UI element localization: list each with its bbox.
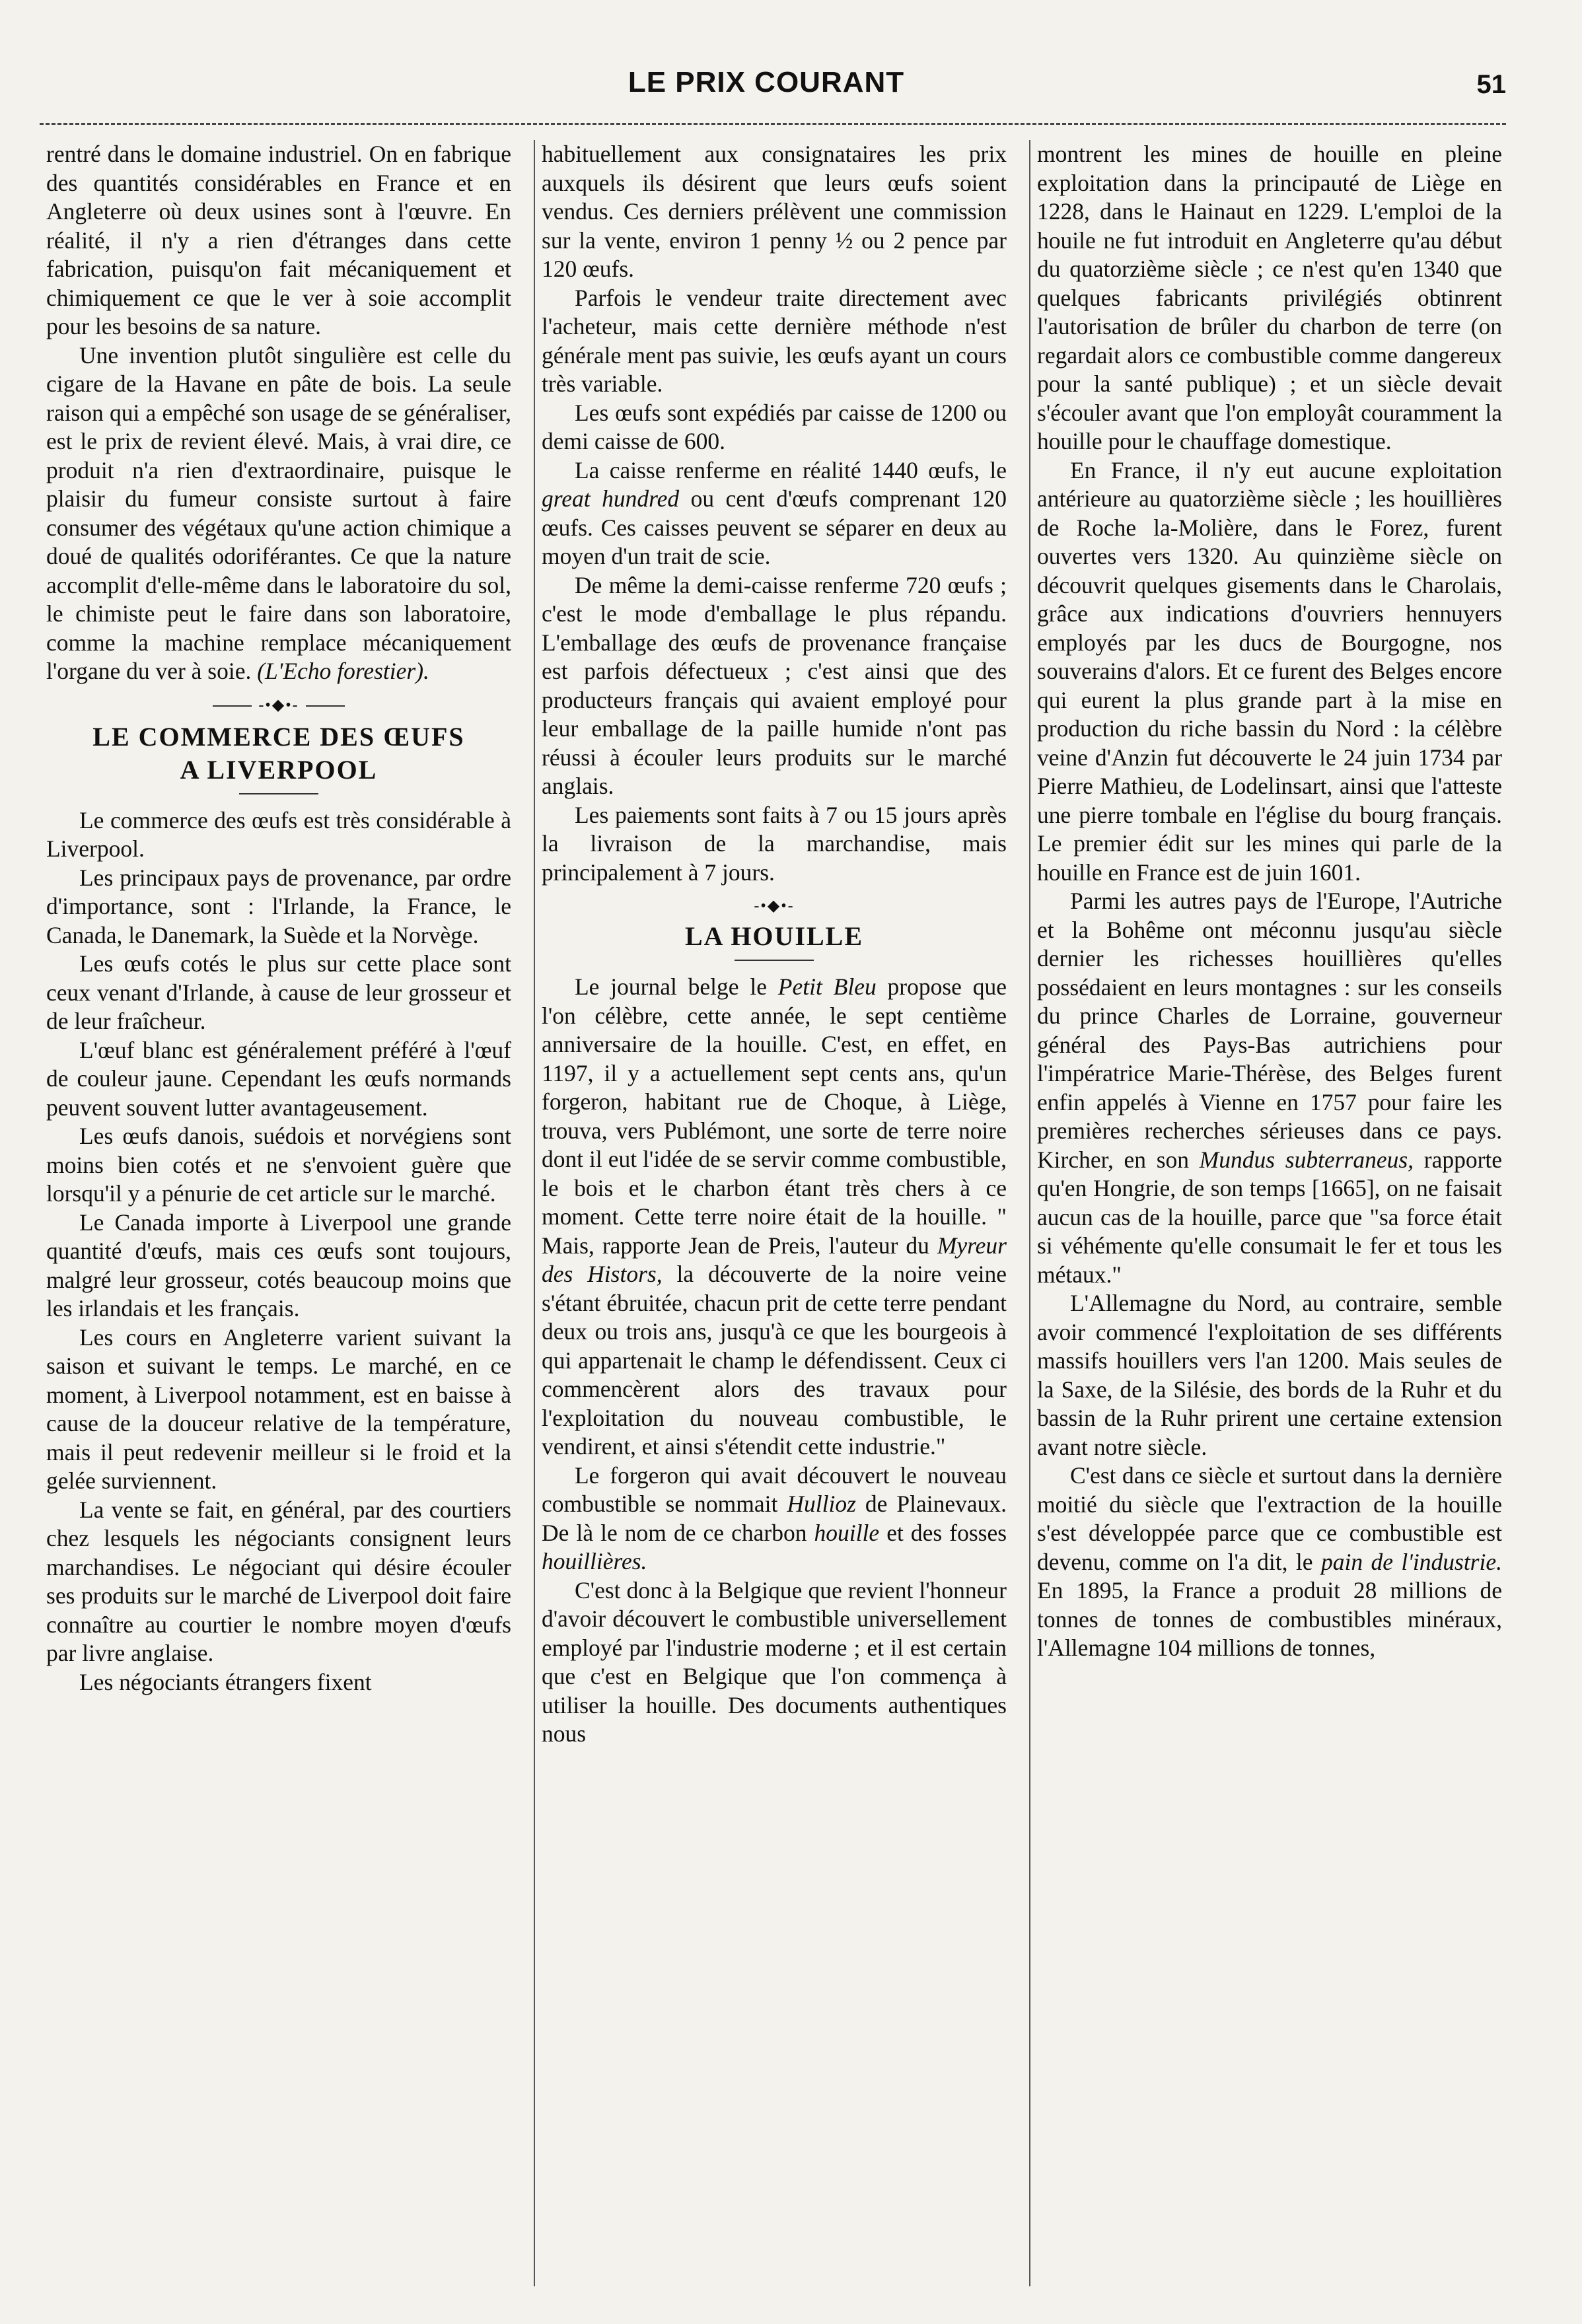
paragraph: Le Canada importe à Liverpool une grande quantité d'œufs, mais ces œufs sont toujours, malgré leur grosseur, cotés beaucoup moins que les irlandais et les français. [46,1209,511,1321]
column-divider-2 [1029,140,1030,2286]
paragraph-text: Une invention plutôt singulière est celle du cigare de la Havane en pâte de bois. La seule raison qui a empêché son usage de se généraliser, est le prix de revient élevé. Mais, à vrai dire, ce produit n'a rien d'extraordinaire, puisque le plaisir du fumeur consiste surtout à faire consumer des végétaux qu'une action chimique a doué de qualités odoriférantes. Ce que la nature accomplit d'elle-même dans le laboratoire du sol, le chimiste peut le faire dans son laboratoire, comme la machine remplace mécaniquement l'organe du ver à soie. [46,341,511,684]
paragraph: Les cours en Angleterre varient suivant la saison et suivant le temps. Le marché, en ce moment, à Liverpool notamment, est en baisse à cause de la douceur relative de la température, mais il peut redevenir meilleur si le froid et la gelée surviennent. [46,1323,511,1494]
italic-term: Myreur des Histors, [542,1232,1007,1287]
paragraph-text: Le journal belge le [575,973,767,1000]
paragraph [542,973,1007,1461]
paragraph: Les principaux pays de provenance, par ordre d'importance, sont : l'Irlande, la France, le Canada, le Danemark, la Suède et la Norvège. [46,864,511,948]
column-2 [542,140,1007,2293]
column-divider-1 [534,140,535,2286]
section-title [46,721,511,787]
section-title: LA HOUILLE [684,921,864,951]
journal-title: LE PRIX COURANT [628,66,905,98]
paragraph-text: En 1895, la France a produit 28 millions de tonnes de tonnes de combustibles minéraux, l'Allemagne 104 millions de tonnes, [1037,1577,1502,1661]
paragraph [1037,1461,1502,1663]
paragraph-text: rapporte qu'en Hongrie, de son temps [1665], on ne faisait aucun cas de la houille, parce que "sa force était si véhémente qu'elle consumait le fer et tous les métaux." [1037,1146,1502,1288]
paragraph: Les œufs cotés le plus sur cette place sont ceux venant d'Irlande, à cause de leur grosseur et de leur fraîcheur. [46,950,511,1034]
paragraph: Le commerce des œufs est très considérable à Liverpool. [46,806,511,862]
header-rule [40,123,1506,125]
section-title-line-1: LE COMMERCE DES ŒUFS [92,721,465,752]
column-1 [46,140,511,2293]
paragraph: Les paiements sont faits à 7 ou 15 jours après la livraison de la marchandise, mais principalement à 7 jours. [542,801,1007,886]
section-separator [46,695,511,717]
paragraph [1037,887,1502,1289]
italic-term: great hundred [542,485,680,512]
paragraph-text: ou cent d'œufs comprenant 120 œufs. Ces caisses peuvent se séparer en deux au moyen d'un trait de scie. [542,485,1007,569]
paragraph-text: de Plainevaux. De là le nom de ce charbon [542,1491,1007,1546]
paragraph-text: La caisse renferme en réalité 1440 œufs, le [575,456,1007,483]
paragraph-text: propose que l'on célèbre, cette année, le sept centième anniversaire de la houille. C'est, en effet, en 1197, il y a actuellement sept cents ans, qu'un forgeron, habitant rue de Choque, à Liège, trouva, vers Publémont, une sorte de terre noire dont il eut l'idée de se servir comme combustible, le bois et le charbon étant très chers à ce moment. Cette terre noire était de la houille. " Mais, rapporte Jean de Preis, l'auteur du [542,973,1007,1259]
italic-term: Petit Bleu [777,973,877,1000]
paragraph: Les œufs sont expédiés par caisse de 1200 ou demi caisse de 600. [542,399,1007,454]
column-3 [1037,140,1502,2293]
paragraph-text: Parmi les autres pays de l'Europe, l'Autriche et la Bohême ont méconnu jusqu'au siècle dernier les richesses houillières qu'elles possédaient en leurs montagnes : sur les conseils du prince Charles de Lorraine, gouverneur général des Pays-Bas autrichiens pour l'impératrice Marie-Thérèse, des Belges furent enfin appelés à Vienne en 1757 pour faire les premières recherches sérieuses dans ce pays. Kircher, en son [1037,888,1502,1173]
separator-ornament: -•◆•- [747,898,801,915]
paragraph: Les œufs danois, suédois et norvégiens sont moins bien cotés et ne s'envoient guère que lorsqu'il y a pénurie de cet article sur le marché. [46,1123,511,1207]
paragraph: habituellement aux consignataires les prix auxquels ils désirent que leurs œufs soient vendus. Ces derniers prélèvent une commission sur la vente, environ 1 penny ½ ou 2 pence par 120 œufs. [542,141,1007,282]
paragraph-text: C'est dans ce siècle et surtout dans la dernière moitié du siècle que l'extraction de la houille s'est développée parce que ce combustible est devenu, comme on l'a dit, le [1037,1462,1502,1575]
separator-ornament: -•◆•- [252,697,305,714]
section-title-line-2: A LIVERPOOL [180,754,378,785]
paragraph: En France, il n'y eut aucune exploitation antérieure au quatorzième siècle ; les houillières de Roche la-Molière, dans le Forez, furent ouvertes vers 1320. Au quinzième siècle on découvrit quelques gisements dans le Charolais, grâce aux indications d'ouvriers hennuyers employés par les ducs de Bourgogne, nos souverains d'alors. Et ce furent des Belges encore qui eurent la plus grande part à la mise en production du riche bassin du Nord : la célèbre veine d'Anzin fut découverte le 24 juin 1734 par Pierre Mathieu, de Lodelinsart, ainsi que l'atteste une pierre tombale en l'église du bourg français. Le premier édit sur les mines qui parle de la houille en France est de juin 1601. [1037,456,1502,886]
section-separator [542,896,1007,916]
page-header [26,66,1506,112]
paragraph: L'Allemagne du Nord, au contraire, semble avoir commencé l'exploitation de ses différents massifs houillers vers l'an 1200. Mais seules de la Saxe, de la Silésie, des bords de la Ruhr et du bassin de la Ruhr prirent une certaine extension avant notre siècle. [1037,1290,1502,1460]
paragraph-text: Le forgeron qui avait découvert le nouveau combustible se nommait [542,1461,1007,1517]
source-citation: (L'Echo forestier). [257,658,429,684]
paragraph [542,456,1007,571]
paragraph: La vente se fait, en général, par des courtiers chez lesquels les négociants consignent leurs marchandises. Le négociant qui désire écouler ses produits sur le marché de Liverpool doit faire connaître au courtier le nombre moyen d'œufs par livre anglaise. [46,1496,511,1666]
italic-term: pain de l'industrie. [1320,1548,1502,1575]
italic-term: houillières. [542,1548,647,1574]
title-rule [239,793,318,794]
paragraph-text: et des fosses [886,1519,1007,1546]
italic-term: Hullioz [787,1491,856,1517]
paragraph-text: la découverte de la noire veine s'étant ébruitée, chacun prit de cette terre pendant deux ou trois ans, jusqu'à ce que les bourgeois à qui appartenait le champ le défendissent. Ceux ci commencèrent alors des travaux pour l'exploitation du nouveau combustible, le vendirent, et ainsi s'étendit cette industrie." [542,1261,1007,1460]
paragraph: Les négociants étrangers fixent [79,1668,372,1695]
paragraph: L'œuf blanc est généralement préféré à l'œuf de couleur jaune. Cependant les œufs normands peuvent souvent lutter avantageusement. [46,1036,511,1121]
paragraph: montrent les mines de houille en pleine exploitation dans la principauté de Liège en 1228, dans le Hainaut en 1229. L'emploi de la houile ne fut introduit en Angleterre qu'au début du quatorzième siècle ; ce n'est qu'en 1340 que quelques fabricants privilégiés obtinrent l'autorisation de brûler du charbon de terre (on regardait alors ce combustible comme dangereux pour la santé publique) ; et un siècle devait s'écouler avant que l'on employât couramment la houille pour le chauffage domestique. [1037,141,1502,454]
italic-term: Mundus subterraneus, [1199,1146,1414,1173]
paragraph: De même la demi-caisse renferme 720 œufs ; c'est le mode d'emballage le plus répandu. L'emballage des œufs de provenance française est parfois défectueux ; c'est ainsi que des producteurs français qui avaient employé pour leur emballage de la paille humide n'ont pas réussi à écouler leurs produits sur le marché anglais. [542,571,1007,799]
title-rule [735,960,814,961]
paragraph: Parfois le vendeur traite directement avec l'acheteur, mais cette dernière méthode n'est générale ment pas suivie, les œufs ayant un cours très variable. [542,284,1007,397]
paragraph [542,1461,1007,1576]
italic-term: houille [814,1519,880,1546]
paragraph: rentré dans le domaine industriel. On en fabrique des quantités considérables en France et en Angleterre où deux usines sont à l'œuvre. En réalité, il n'y a rien d'étranges dans cette fabrication, puisqu'on fait mécaniquement et chimiquement ce que le ver à soie accomplit pour les besoins de sa nature. [46,141,511,339]
paragraph: C'est donc à la Belgique que revient l'honneur d'avoir découvert le combustible universellement employé par l'industrie moderne ; et il est certain que c'est en Belgique que l'on commença à utiliser la houille. Des documents authentiques nous [542,1576,1007,1747]
paragraph [46,341,511,686]
page-number: 51 [1476,70,1506,99]
